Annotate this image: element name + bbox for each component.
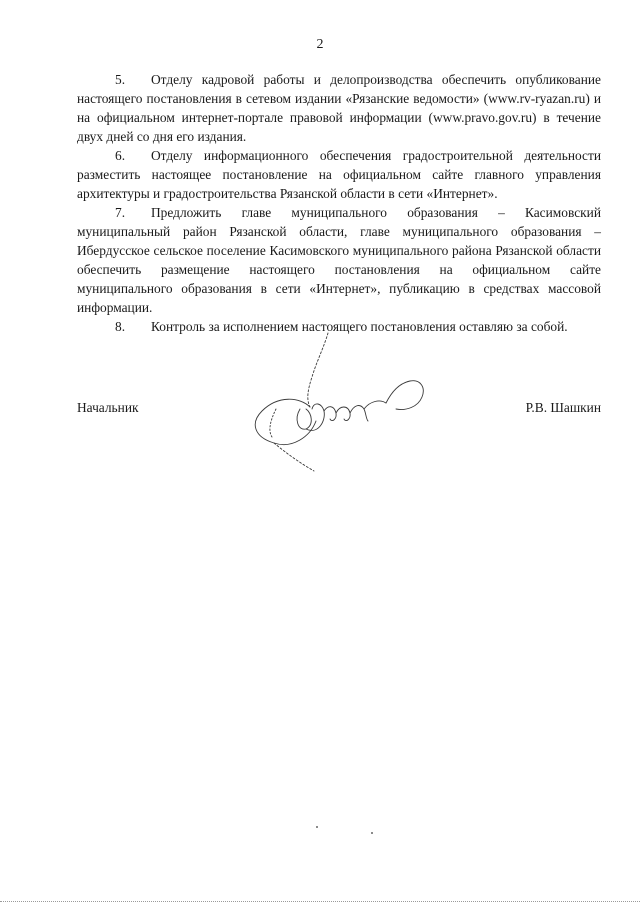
document-body <box>77 70 601 336</box>
scan-speck <box>371 832 373 834</box>
scan-speck <box>316 826 318 828</box>
paragraph-number: 5. <box>115 72 126 87</box>
signatory-name: Р.В. Шашкин <box>525 400 601 415</box>
paragraph-item-5 <box>77 70 601 146</box>
paragraph-text: Отделу информационного обеспечения градостроительной деятельности разместить настоящее постановление на официальном сайте главного управления архитектуры и градостроительства Рязанской области в сети «Интернет». <box>77 148 601 201</box>
paragraph-number: 7. <box>115 205 126 220</box>
paragraph-text: Контроль за исполнением настоящего постановления оставляю за собой. <box>151 319 568 334</box>
paragraph-number: 6. <box>115 148 126 163</box>
paragraph-text: Отделу кадровой работы и делопроизводства обеспечить опубликование настоящего постановления в сетевом издании «Рязанские ведомости» (www.rv-ryazan.ru) и на официальном интернет-портале правовой информации (www.pravo.gov.ru) в течение двух дней со дня его издания. <box>77 72 601 144</box>
paragraph-item-7 <box>77 203 601 317</box>
page-number: 2 <box>316 37 324 52</box>
scan-bottom-edge <box>0 901 640 902</box>
paragraph-text: Предложить главе муниципального образования – Касимовский муниципальный район Рязанской области, главе муниципального образования – Ибердусское сельское поселение Касимовского муниципального района Рязанской области обеспечить размещение настоящего постановления на официальном сайте муниципального образования в сети «Интернет», публикацию в средствах массовой информации. <box>77 205 601 315</box>
paragraph-item-6 <box>77 146 601 203</box>
signatory-title: Начальник <box>77 400 139 415</box>
signature-block <box>77 400 601 422</box>
paragraph-number: 8. <box>115 319 126 334</box>
